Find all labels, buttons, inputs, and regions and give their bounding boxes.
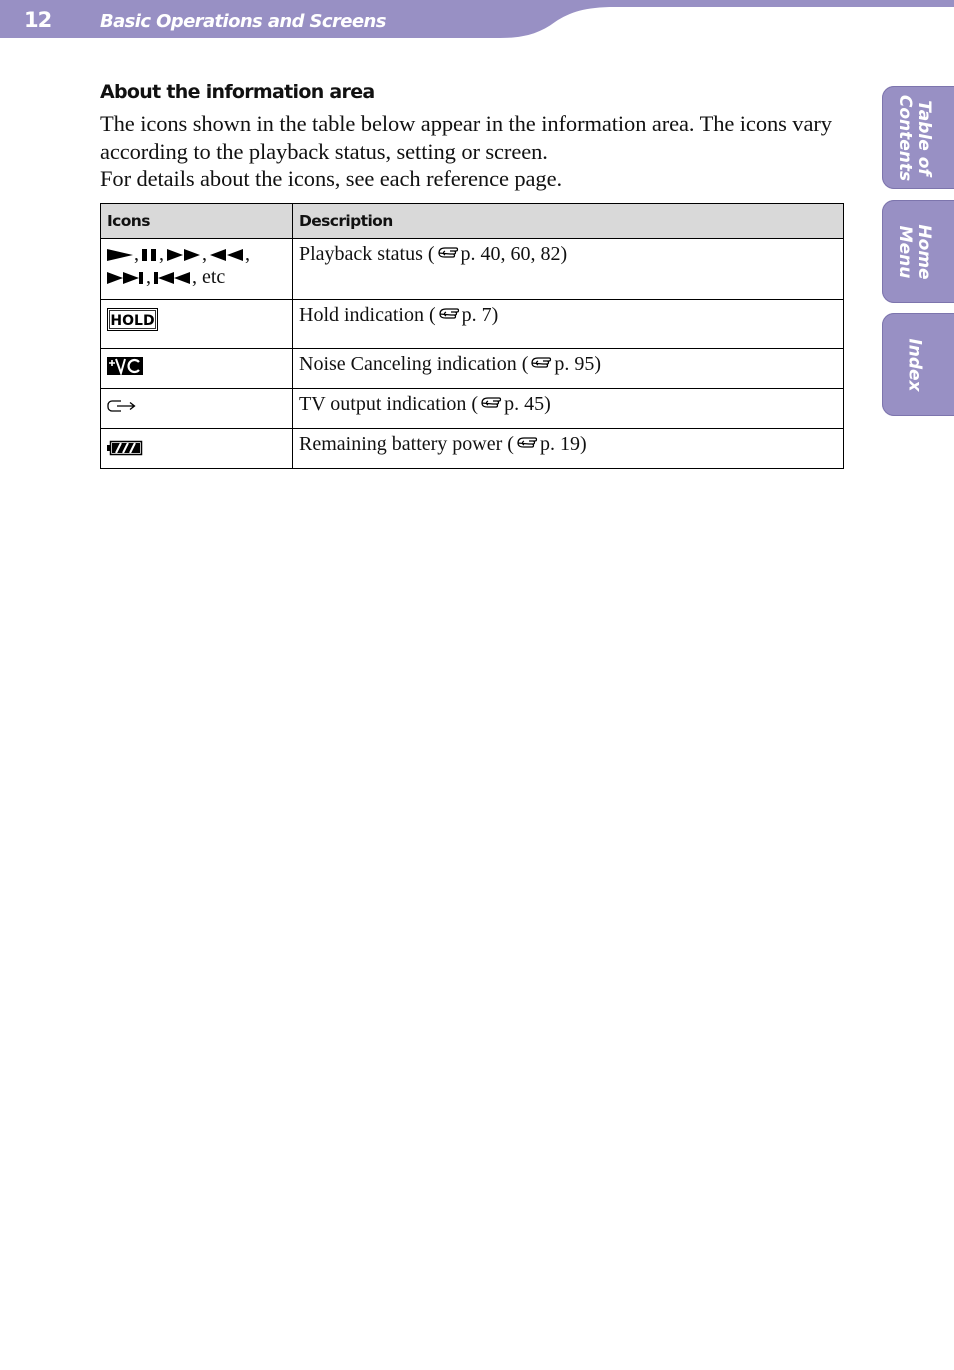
tab-label-line1: Table of xyxy=(914,99,934,176)
tv-output-icon xyxy=(107,398,137,416)
tab-home-menu[interactable] xyxy=(882,200,954,303)
battery-icon xyxy=(107,439,143,457)
reference-hand-icon xyxy=(480,396,502,410)
page-number: 12 xyxy=(24,8,52,32)
tab-label-line1: Index xyxy=(904,337,925,392)
description-text: Noise Canceling indication ( xyxy=(299,353,529,375)
hold-icon xyxy=(107,308,159,332)
tab-table-of-contents[interactable] xyxy=(882,86,954,189)
table-row xyxy=(101,239,844,300)
table-header-row xyxy=(101,204,844,239)
paragraph-1: The icons shown in the table below appear in the information area. The icons vary according to the playback status, setting or screen. xyxy=(100,111,832,164)
header-band xyxy=(0,0,954,40)
paragraph-2: For details about the icons, see each reference page. xyxy=(100,166,562,191)
reference-hand-icon xyxy=(437,246,459,260)
tab-home-menu-label xyxy=(895,224,933,279)
icons-cell xyxy=(101,429,293,469)
reference-hand-icon xyxy=(516,436,538,450)
icons-suffix: , etc xyxy=(192,266,226,288)
skip-previous-icon xyxy=(154,271,192,285)
description-cell xyxy=(293,429,844,469)
fast-forward-icon xyxy=(167,248,201,262)
description-text: Remaining battery power ( xyxy=(299,433,514,455)
page-reference-link[interactable]: p. 45) xyxy=(504,393,551,415)
reference-hand-icon xyxy=(438,307,460,321)
description-cell xyxy=(293,239,844,300)
separator: , xyxy=(202,243,207,265)
tab-table-of-contents-label xyxy=(895,94,933,180)
tab-label-line2: Contents xyxy=(895,94,915,181)
table-row xyxy=(101,429,844,469)
section-title: Basic Operations and Screens xyxy=(100,11,386,32)
icon-line xyxy=(107,243,286,266)
description-cell xyxy=(293,349,844,389)
noise-canceling-icon xyxy=(107,355,145,377)
rewind-icon xyxy=(210,248,244,262)
tab-index-label xyxy=(905,338,924,391)
table-row xyxy=(101,389,844,429)
play-icon xyxy=(107,248,133,262)
icon-line xyxy=(107,266,286,289)
header-description: Description xyxy=(293,204,844,239)
page-reference-link[interactable]: p. 7) xyxy=(461,304,499,326)
page-reference-link[interactable]: p. 19) xyxy=(539,433,587,455)
tab-index[interactable] xyxy=(882,313,954,416)
icons-cell xyxy=(101,239,293,300)
pause-icon xyxy=(142,248,158,262)
separator: , xyxy=(134,243,139,265)
icons-table xyxy=(100,203,844,469)
description-cell xyxy=(293,389,844,429)
separator: , xyxy=(245,243,250,265)
icons-cell xyxy=(101,389,293,429)
description-text: Hold indication ( xyxy=(299,304,436,326)
subheading: About the information area xyxy=(100,81,375,103)
tab-label-line2: Menu xyxy=(895,225,915,278)
description-text: TV output indication ( xyxy=(299,393,479,415)
separator: , xyxy=(146,266,151,288)
icons-cell xyxy=(101,300,293,349)
icons-cell xyxy=(101,349,293,389)
reference-hand-icon xyxy=(530,356,552,370)
main-content xyxy=(100,78,844,193)
table-row xyxy=(101,349,844,389)
intro-text xyxy=(100,110,844,193)
page-reference-link[interactable]: p. 40, 60, 82) xyxy=(460,243,568,265)
page-reference-link[interactable]: p. 95) xyxy=(554,353,602,375)
separator: , xyxy=(159,243,164,265)
tab-label-line1: Home xyxy=(914,223,934,280)
header-icons: Icons xyxy=(101,204,293,239)
hold-icon-text: HOLD xyxy=(110,313,155,329)
description-text: Playback status ( xyxy=(299,243,435,265)
description-cell xyxy=(293,300,844,349)
skip-next-icon xyxy=(107,271,145,285)
table-row xyxy=(101,300,844,349)
